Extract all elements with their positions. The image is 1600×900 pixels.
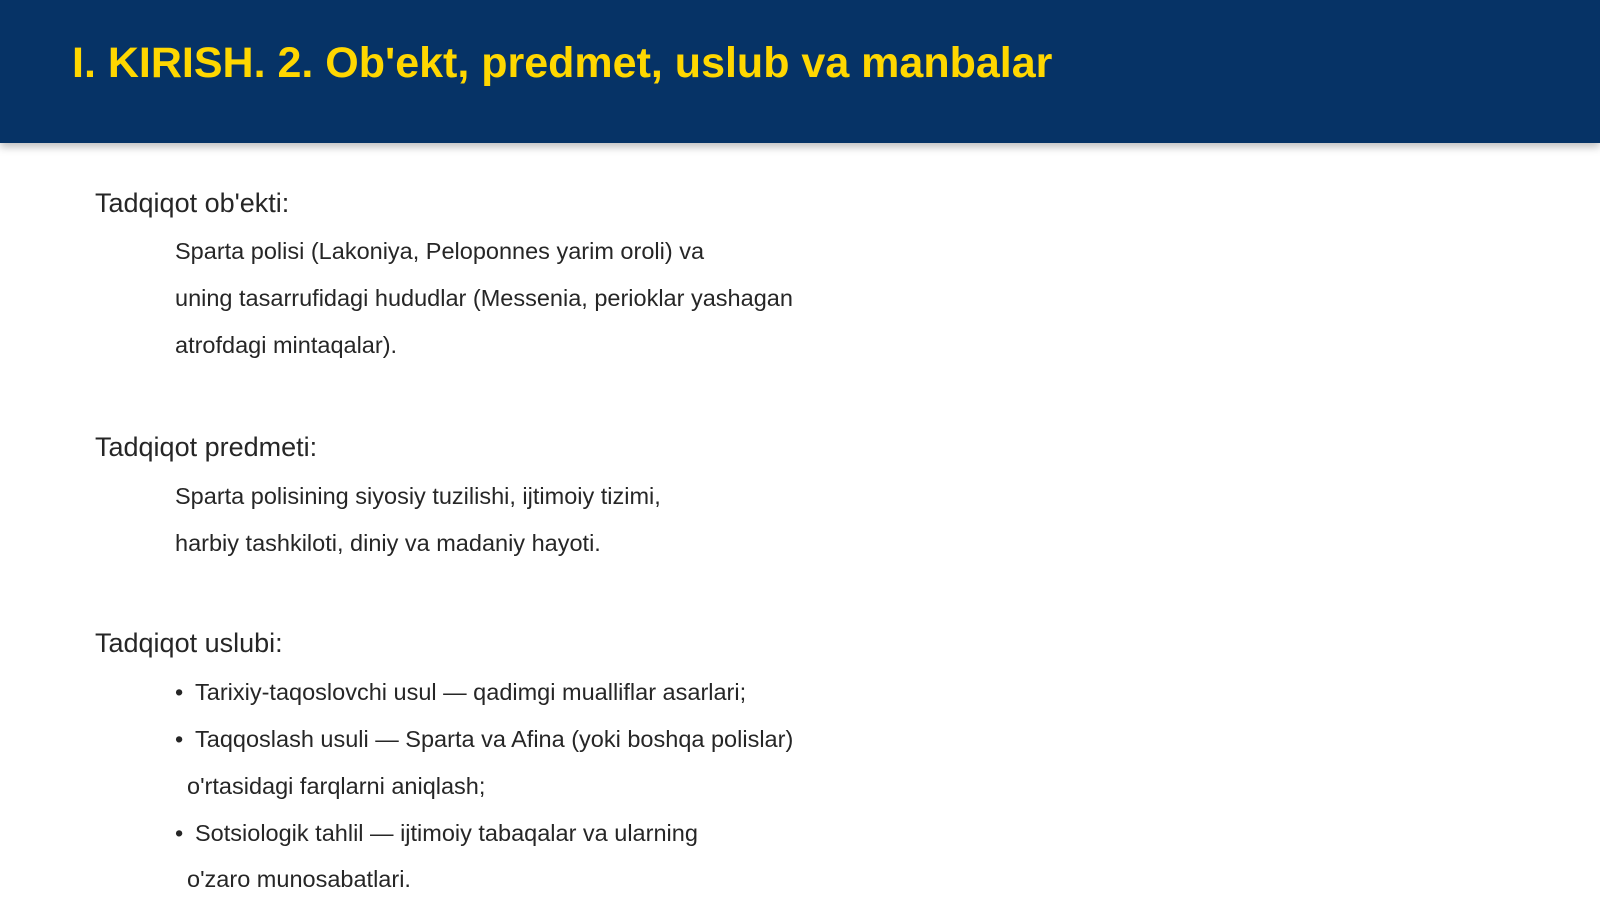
subject-line: harbiy tashkiloti, diniy va madaniy hayoti.	[175, 530, 601, 556]
section-heading-method: Tadqiqot uslubi:	[95, 628, 283, 658]
method-bullet-item	[175, 724, 793, 754]
object-line: Sparta polisi (Lakoniya, Peloponnes yarim oroli) va	[175, 238, 705, 264]
method-bullet-continuation: o'zaro munosabatlari.	[187, 866, 411, 892]
method-bullet-item	[175, 818, 698, 848]
section-heading-object: Tadqiqot ob'ekti:	[95, 188, 290, 218]
method-bullet-continuation: o'rtasidagi farqlarni aniqlash;	[187, 773, 486, 799]
slide-title: I. KIRISH. 2. Ob'ekt, predmet, uslub va manbalar	[72, 39, 1053, 87]
section-heading-subject: Tadqiqot predmeti:	[95, 432, 318, 462]
method-bullet-text: Tarixiy-taqoslovchi usul — qadimgi mualliflar asarlari;	[195, 679, 747, 705]
method-bullet-item	[175, 677, 746, 707]
bullet-icon: •	[175, 820, 184, 846]
bullet-icon: •	[175, 726, 184, 752]
bullet-icon: •	[175, 679, 184, 705]
subject-line: Sparta polisining siyosiy tuzilishi, ijtimoiy tizimi,	[175, 483, 661, 509]
method-bullet-text: Taqqoslash usuli — Sparta va Afina (yoki boshqa polislar)	[195, 726, 794, 752]
object-line: atrofdagi mintaqalar).	[175, 332, 398, 358]
method-bullet-text: Sotsiologik tahlil — ijtimoiy tabaqalar va ularning	[195, 820, 698, 846]
object-line: uning tasarrufidagi hududlar (Messenia, perioklar yashagan	[175, 285, 793, 311]
